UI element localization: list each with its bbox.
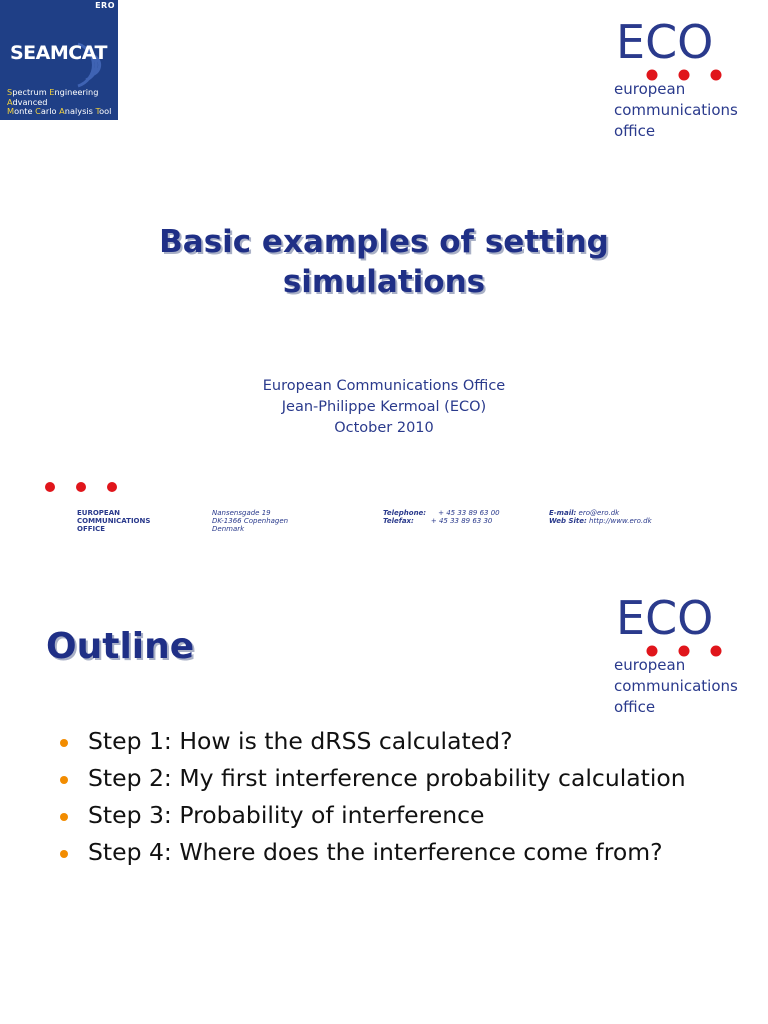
footer-address: Nansensgade 19 DK-1366 Copenhagen Denmark [212,509,289,533]
seamcat-logo [0,0,118,120]
seamcat-brand: SEAMCAT [10,42,107,64]
list-item: Step 4: Where does the interference come from? [58,837,758,868]
outline-list [58,726,758,874]
footer-org: EUROPEAN COMMUNICATIONS OFFICE [77,509,151,533]
eco-logo [614,16,754,156]
website-link[interactable]: http://www.ero.dk [589,517,652,525]
eco-tagline: european communications office [614,80,738,140]
eco-tagline: european communications office [614,656,738,716]
outline-title: Outline [46,626,195,667]
slide-title: Basic examples of setting simulations [159,224,609,300]
footer-contact: E-mail: ero@ero.dk Web Site: http://www.ero.dk [549,509,652,525]
ero-mark: ERO [95,1,115,10]
list-item: Step 3: Probability of interference [58,800,758,831]
slide-subtitle [0,376,768,439]
list-item: Step 2: My first interference probability calculation [58,763,758,794]
eco-wordmark [614,16,744,66]
bullet-icon [60,739,68,747]
eco-logo-slide2 [614,592,754,732]
svg-text:ECO: ECO [616,16,714,66]
subtitle-author: Jean-Philippe Kermoal (ECO) [281,399,487,415]
bullet-icon [60,850,68,858]
subtitle-org: European Communications Office [262,378,506,394]
subtitle-date: October 2010 [334,420,434,436]
list-item: Step 1: How is the dRSS calculated? [58,726,758,757]
bullet-icon [60,776,68,784]
seamcat-expansion: Spectrum Engineering Advanced Monte Carlo Analysis Tool [7,87,112,117]
footer-dots-icon [44,480,118,494]
email-link[interactable]: ero@ero.dk [578,509,620,517]
bullet-icon [60,813,68,821]
svg-text:ECO: ECO [616,592,714,642]
footer-phone: Telephone: + 45 33 89 63 00 Telefax: + 45 33 89 63 30 [383,509,500,525]
eco-wordmark [614,592,744,642]
